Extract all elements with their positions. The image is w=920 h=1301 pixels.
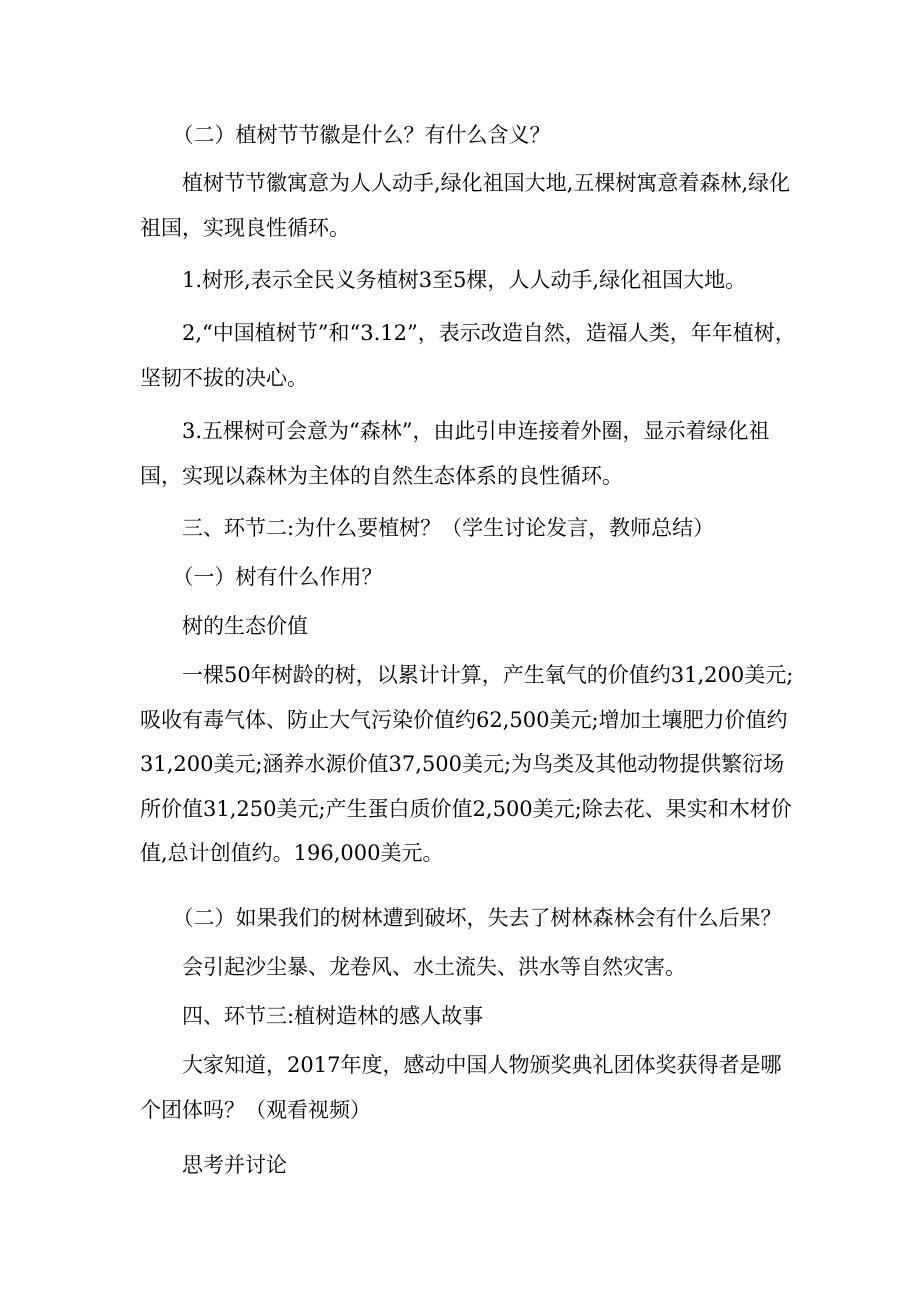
list-item-2: 2,“中国植树节”和“3.12”，表示改造自然，造福人类，年年植树，坚韧不拔的决心。: [140, 321, 796, 390]
subheading-forest-destruction: （二）如果我们的树林遭到破坏，失去了树林森林会有什么后果？: [172, 906, 782, 930]
list-item-3: 3.五棵树可会意为“森林”，由此引申连接着外圈，显示着绿化祖国，实现以森林为主体的自然生态体系的良性循环。: [140, 419, 770, 488]
paragraph-emblem-meaning: 植树节节徽寓意为人人动手,绿化祖国大地,五棵树寓意着森林,绿化祖国，实现良性循环。: [140, 171, 791, 240]
paragraph-disasters: 会引起沙尘暴、龙卷风、水土流失、洪水等自然灾害。: [182, 955, 686, 979]
section-heading-step-three: 四、环节三:植树造林的感人故事: [182, 1004, 484, 1028]
paragraph-ecological-value: 一棵50年树龄的树，以累计计算，产生氧气的价值约31,200美元;吸收有毒气体、防止大气污染价值约62,500美元;增加土壤肥力价值约31,200美元;涵养水源价值37,500美元;为鸟类及其他动物提供繁衍场所价值31,250美元;产生蛋白质价值2,500美元;除去花、果实和木材价值,总计创值约。196,000美元。: [140, 663, 794, 865]
section-heading-emblem: （二）植树节节徽是什么？有什么含义？: [172, 123, 551, 147]
paragraph-moving-story: 大家知道，2017年度，感动中国人物颁奖典礼团体奖获得者是哪个团体吗？（观看视频）: [140, 1053, 782, 1122]
subheading-ecological-value: 树的生态价值: [182, 614, 308, 638]
subheading-tree-functions: （一）树有什么作用？: [172, 565, 383, 589]
section-heading-step-two: 三、环节二:为什么要植树？（学生讨论发言，教师总结）: [182, 516, 715, 540]
list-item-1: 1.树形,表示全民义务植树3至5棵，人人动手,绿化祖国大地。: [182, 268, 747, 292]
paragraph-think-discuss: 思考并讨论: [182, 1153, 287, 1177]
